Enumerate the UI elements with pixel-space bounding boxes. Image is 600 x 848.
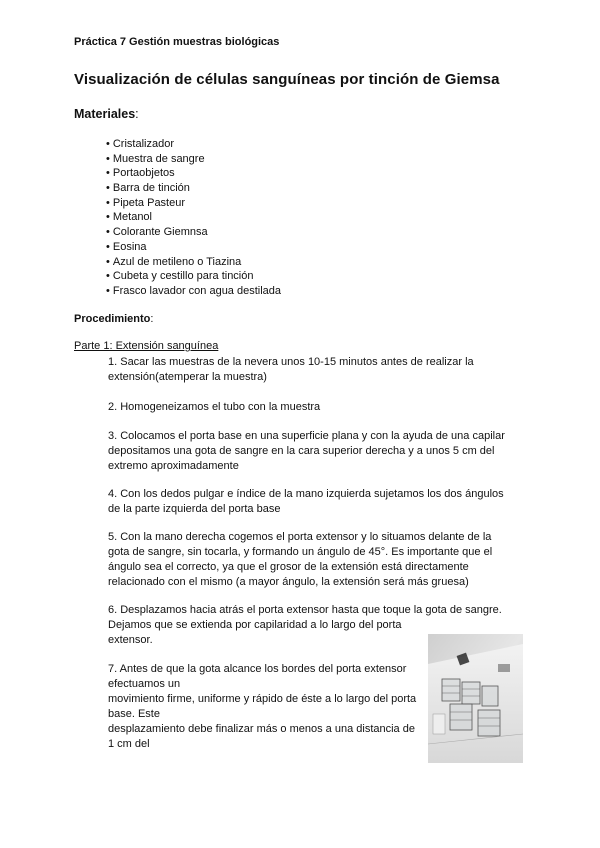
step-line: ángulo sea el correcto, ya que el grosor de la extensión está directamente <box>108 561 469 573</box>
material-item: • Pipeta Pasteur <box>106 196 281 211</box>
step-4 <box>108 487 504 517</box>
material-item: • Azul de metileno o Tiazina <box>106 255 281 270</box>
document-title: Visualización de células sanguíneas por tinción de Giemsa <box>74 71 500 88</box>
step-5 <box>108 530 492 590</box>
step-line: 5. Con la mano derecha cogemos el porta extensor y lo situamos delante de la <box>108 531 492 543</box>
materials-list <box>106 137 281 299</box>
material-item: • Metanol <box>106 210 281 225</box>
step-line: 6. Desplazamos hacia atrás el porta extensor hasta que toque la gota de sangre. <box>108 604 502 616</box>
materials-heading-colon: : <box>135 107 139 121</box>
step-line: relacionado con el mismo (a mayor ángulo, la extensión será más gruesa) <box>108 576 469 588</box>
page-header: Práctica 7 Gestión muestras biológicas <box>74 36 280 48</box>
step-line: efectuamos un <box>108 678 181 690</box>
procedure-heading-colon: : <box>150 313 154 325</box>
step-line: base. Este <box>108 708 160 720</box>
staining-rack-photo <box>428 634 523 763</box>
step-line: extremo aproximadamente <box>108 460 239 472</box>
material-item: • Cubeta y cestillo para tinción <box>106 269 281 284</box>
step-line: 4. Con los dedos pulgar e índice de la mano izquierda sujetamos los dos ángulos <box>108 488 504 500</box>
procedure-heading <box>74 313 153 325</box>
step-line: 1. Sacar las muestras de la nevera unos 10-15 minutos antes de realizar la <box>108 356 474 368</box>
material-item: • Colorante Giemnsa <box>106 225 281 240</box>
material-item: • Frasco lavador con agua destilada <box>106 284 281 299</box>
step-2 <box>108 400 320 415</box>
step-line: 3. Colocamos el porta base en una superficie plana y con la ayuda de una capilar <box>108 430 505 442</box>
step-line: 7. Antes de que la gota alcance los bordes del porta extensor <box>108 663 407 675</box>
step-line: extensión(atemperar la muestra) <box>108 371 267 383</box>
step-line: extensor. <box>108 634 153 646</box>
procedure-heading-text: Procedimiento <box>74 313 151 325</box>
materials-heading <box>74 107 139 121</box>
part-1-title: Parte 1: Extensión sanguínea <box>74 340 219 352</box>
material-item: • Muestra de sangre <box>106 152 281 167</box>
materials-heading-text: Materiales <box>74 107 136 121</box>
material-item: • Barra de tinción <box>106 181 281 196</box>
step-1 <box>108 355 474 385</box>
step-line: depositamos una gota de sangre en la cara superior derecha y a unos 5 cm del <box>108 445 495 457</box>
step-line: Dejamos que se extienda por capilaridad a lo largo del porta <box>108 619 402 631</box>
step-line: desplazamiento debe finalizar más o menos a una distancia de <box>108 723 415 735</box>
material-item: • Cristalizador <box>106 137 281 152</box>
step-3 <box>108 429 505 474</box>
step-line: gota de sangre, sin tocarla, y formando un ángulo de 45°. Es importante que el <box>108 546 493 558</box>
step-line: 2. Homogeneizamos el tubo con la muestra <box>108 401 321 413</box>
step-line: 1 cm del <box>108 738 150 750</box>
material-item: • Eosina <box>106 240 281 255</box>
material-item: • Portaobjetos <box>106 166 281 181</box>
step-line: movimiento firme, uniforme y rápido de éste a lo largo del porta <box>108 693 417 705</box>
step-line: de la parte izquierda del porta base <box>108 503 281 515</box>
step-7 <box>108 662 416 752</box>
